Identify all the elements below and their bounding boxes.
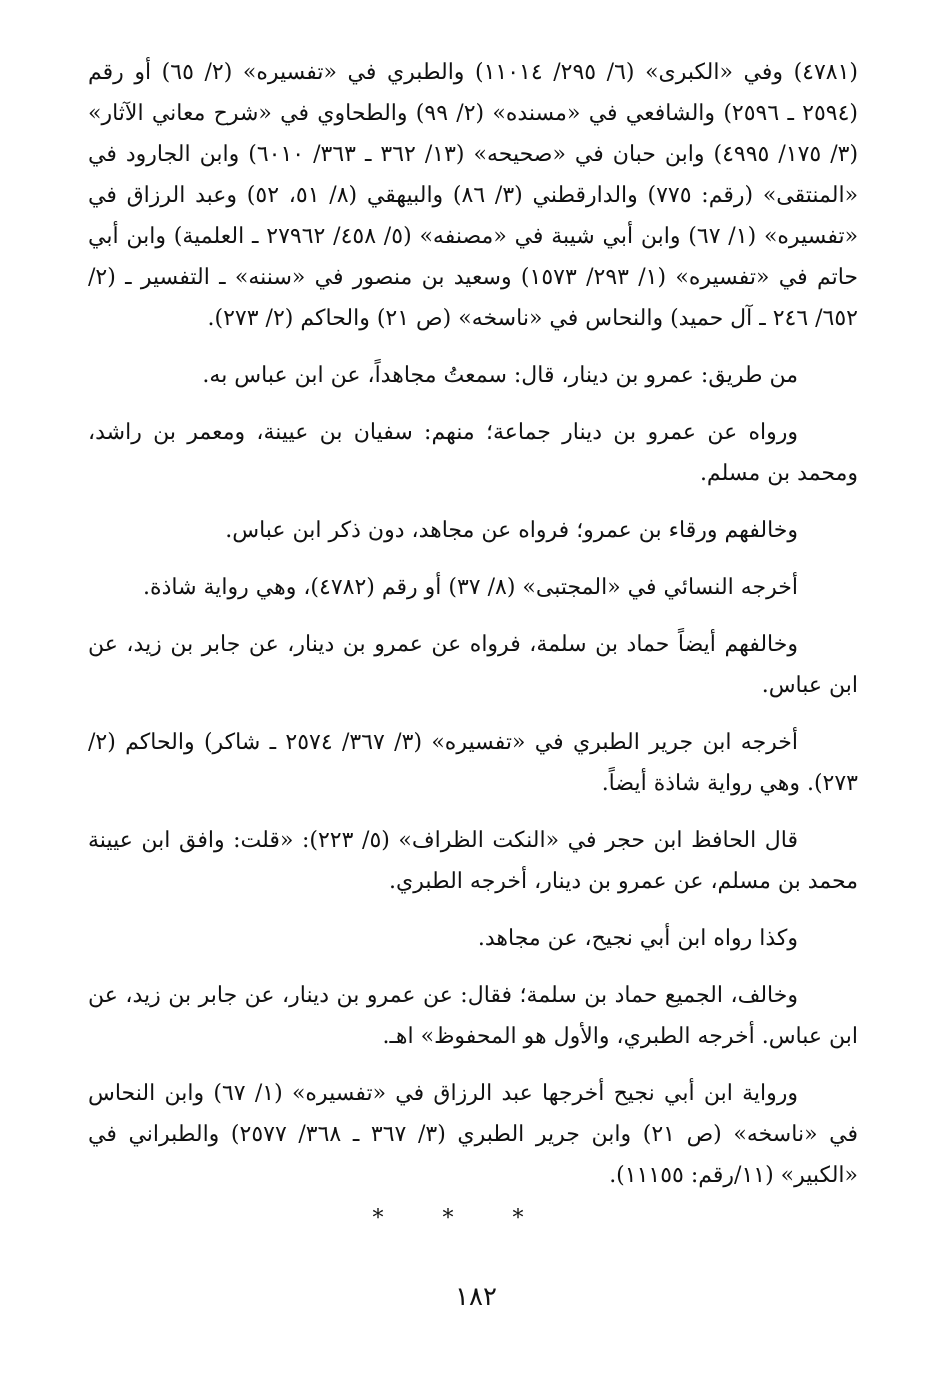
section-separator: * * * [372, 1206, 550, 1231]
spacer [88, 959, 858, 975]
paragraph-warqa-dissent: وخالفهم ورقاء بن عمرو؛ فرواه عن مجاهد، دون ذكر ابن عباس. [225, 518, 798, 543]
spacer [88, 706, 858, 722]
page-body [88, 52, 858, 1231]
paragraph-najih-riwaya: ورواية ابن أبي نجيح أخرجها عبد الرزاق في «تفسيره» (١/ ٦٧) وابن النحاس في «ناسخه» (ص ٢١) وابن جرير الطبري (٣/ ٣٦٧ ـ ٣٦٨/ ٢٥٧٧) والطبراني في «الكبير» (١١/رقم: ١١١٥٥). [88, 1081, 858, 1188]
paragraph-narrators: ورواه عن عمرو بن دينار جماعة؛ منهم: سفيان بن عيينة، ومعمر بن راشد، ومحمد بن مسلم. [88, 420, 858, 486]
paragraph-ibn-abi-najih: وكذا رواه ابن أبي نجيح، عن مجاهد. [477, 926, 798, 951]
paragraph-takhrij-sources: (٤٧٨١) وفي «الكبرى» (٦/ ٢٩٥/ ١١٠١٤) والطبري في «تفسيره» (٢/ ٦٥) أو رقم (٢٥٩٤ ـ ٢٥٩٦) والشافعي في «مسنده» (٢/ ٩٩) والطحاوي في «شرح معاني الآثار» (٣/ ١٧٥/ ٤٩٩٥) وابن حبان في «صحيحه» (١٣/ ٣٦٢ ـ ٣٦٣/ ٦٠١٠) وابن الجارود في «المنتقى» (رقم: ٧٧٥) والدارقطني (٣/ ٨٦) والبيهقي (٨/ ٥١، ٥٢) وعبد الرزاق في «تفسيره» (١/ ٦٧) وابن أبي شيبة في «مصنفه» (٥/ ٤٥٨/ ٢٧٩٦٢ ـ العلمية) وابن أبي حاتم في «تفسيره» (١/ ٢٩٣/ ١٥٧٣) وسعيد بن منصور في «سننه» ـ التفسير ـ (٢/ ٦٥٢/ ٢٤٦ ـ آل حميد) والنحاس في «ناسخه» (ص ٢١) والحاكم (٢/ ٢٧٣). [88, 60, 859, 331]
spacer [88, 804, 858, 820]
paragraph-hammad-dissent: وخالفهم أيضاً حماد بن سلمة، فرواه عن عمرو بن دينار، عن جابر بن زيد، عن ابن عباس. [88, 632, 858, 698]
spacer [88, 551, 858, 567]
spacer [88, 902, 858, 918]
paragraph-tabari-source: أخرجه ابن جرير الطبري في «تفسيره» (٣/ ٣٦٧/ ٢٥٧٤ ـ شاكر) والحاكم (٢/ ٢٧٣). وهي رواية شاذة أيضاً. [88, 730, 858, 796]
spacer [88, 339, 858, 355]
spacer [88, 396, 858, 412]
paragraph-hammad-opposition: وخالف، الجميع حماد بن سلمة؛ فقال: عن عمرو بن دينار، عن جابر بن زيد، عن ابن عباس. أخرجه الطبري، والأول هو المحفوظ» اهـ. [88, 983, 858, 1049]
spacer [88, 608, 858, 624]
paragraph-nasai-source: أخرجه النسائي في «المجتبى» (٨/ ٣٧) أو رقم (٤٧٨٢)، وهي رواية شاذة. [143, 575, 798, 600]
paragraph-chain: من طريق: عمرو بن دينار، قال: سمعتُ مجاهداً، عن ابن عباس به. [202, 363, 798, 388]
spacer [88, 1057, 858, 1073]
spacer [88, 494, 858, 510]
page-number: ١٨٢ [455, 1282, 497, 1312]
paragraph-ibn-hajar-quote: قال الحافظ ابن حجر في «النكت الظراف» (٥/ ٢٢٣): «قلت: وافق ابن عيينة محمد بن مسلم، عن عمرو بن دينار، أخرجه الطبري. [88, 828, 858, 894]
